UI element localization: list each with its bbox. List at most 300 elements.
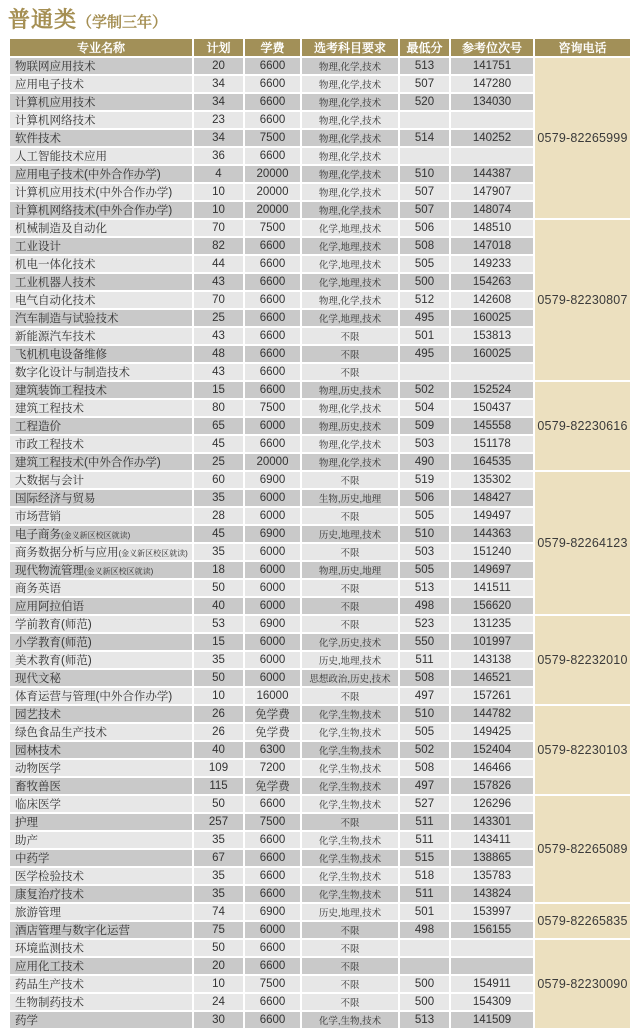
rank-cell: 145558 — [451, 418, 533, 434]
major-name: 软件技术 — [15, 133, 61, 145]
subjects-cell: 历史,地理,技术 — [302, 904, 398, 920]
major-name: 环境监测技术 — [15, 943, 84, 955]
min-score-cell — [400, 940, 449, 956]
plan-cell: 23 — [194, 112, 243, 128]
min-score-cell: 512 — [400, 292, 449, 308]
rank-cell: 144363 — [451, 526, 533, 542]
min-score-cell: 508 — [400, 238, 449, 254]
plan-cell: 67 — [194, 850, 243, 866]
fee-cell: 7500 — [245, 220, 300, 236]
min-score-cell: 503 — [400, 436, 449, 452]
rank-cell: 164535 — [451, 454, 533, 470]
plan-cell: 18 — [194, 562, 243, 578]
fee-cell: 6600 — [245, 76, 300, 92]
rank-cell: 160025 — [451, 310, 533, 326]
plan-cell: 45 — [194, 526, 243, 542]
plan-cell: 43 — [194, 364, 243, 380]
major-name-cell — [10, 724, 192, 740]
plan-cell: 35 — [194, 868, 243, 884]
subjects-cell: 不限 — [302, 472, 398, 488]
plan-cell: 25 — [194, 454, 243, 470]
major-name-cell — [10, 292, 192, 308]
rank-cell: 154911 — [451, 976, 533, 992]
subjects-cell: 生物,历史,地理 — [302, 490, 398, 506]
min-score-cell: 510 — [400, 706, 449, 722]
major-name-cell — [10, 328, 192, 344]
major-name-cell — [10, 652, 192, 668]
major-name-cell — [10, 220, 192, 236]
fee-cell: 6300 — [245, 742, 300, 758]
rank-cell: 101997 — [451, 634, 533, 650]
rank-cell: 135302 — [451, 472, 533, 488]
fee-cell: 免学费 — [245, 724, 300, 740]
subjects-cell: 化学,历史,技术 — [302, 634, 398, 650]
table-row — [10, 58, 630, 74]
rank-cell: 144782 — [451, 706, 533, 722]
subjects-cell: 化学,生物,技术 — [302, 706, 398, 722]
rank-cell — [451, 364, 533, 380]
min-score-cell: 518 — [400, 868, 449, 884]
min-score-cell: 495 — [400, 310, 449, 326]
major-name-cell — [10, 472, 192, 488]
major-name-cell — [10, 796, 192, 812]
major-name-note: (金义新区校区就读) — [84, 567, 154, 576]
subjects-cell: 化学,地理,技术 — [302, 220, 398, 236]
fee-cell: 6600 — [245, 886, 300, 902]
major-name-cell — [10, 58, 192, 74]
plan-cell: 15 — [194, 634, 243, 650]
min-score-cell: 501 — [400, 328, 449, 344]
rank-cell: 149497 — [451, 508, 533, 524]
fee-cell: 6600 — [245, 238, 300, 254]
plan-cell: 40 — [194, 598, 243, 614]
phone-cell: 0579-82265999 — [535, 58, 630, 218]
major-name-cell — [10, 148, 192, 164]
major-name: 建筑工程技术 — [15, 403, 84, 415]
subjects-cell: 物理,化学,技术 — [302, 130, 398, 146]
plan-cell: 10 — [194, 202, 243, 218]
phone-cell: 0579-82264123 — [535, 472, 630, 614]
table-row — [10, 706, 630, 722]
subjects-cell: 不限 — [302, 328, 398, 344]
fee-cell: 6600 — [245, 328, 300, 344]
plan-cell: 115 — [194, 778, 243, 794]
plan-cell: 50 — [194, 580, 243, 596]
major-name-cell — [10, 94, 192, 110]
rank-cell: 154309 — [451, 994, 533, 1010]
subjects-cell: 不限 — [302, 508, 398, 524]
rank-cell: 143824 — [451, 886, 533, 902]
rank-cell: 141509 — [451, 1012, 533, 1028]
major-name-cell — [10, 1012, 192, 1028]
subjects-cell: 物理,化学,技术 — [302, 202, 398, 218]
major-name-cell — [10, 616, 192, 632]
plan-cell: 30 — [194, 1012, 243, 1028]
subjects-cell: 不限 — [302, 688, 398, 704]
major-name-cell — [10, 112, 192, 128]
fee-cell: 6000 — [245, 580, 300, 596]
plan-cell: 53 — [194, 616, 243, 632]
fee-cell: 6600 — [245, 958, 300, 974]
phone-cell: 0579-82265089 — [535, 796, 630, 902]
fee-cell: 6600 — [245, 832, 300, 848]
plan-cell: 43 — [194, 274, 243, 290]
plan-cell: 43 — [194, 328, 243, 344]
major-name-cell — [10, 238, 192, 254]
fee-cell: 7500 — [245, 814, 300, 830]
plan-cell: 35 — [194, 652, 243, 668]
major-name: 物联网应用技术 — [15, 61, 96, 73]
table-row — [10, 616, 630, 632]
major-name: 商务数据分析与应用 — [15, 547, 119, 559]
subjects-cell: 不限 — [302, 958, 398, 974]
plan-cell: 82 — [194, 238, 243, 254]
page-title-main: 普通类 — [8, 7, 78, 32]
major-name: 新能源汽车技术 — [15, 331, 96, 343]
plan-cell: 20 — [194, 58, 243, 74]
subjects-cell: 化学,生物,技术 — [302, 886, 398, 902]
subjects-cell: 物理,历史,地理 — [302, 562, 398, 578]
min-score-cell: 490 — [400, 454, 449, 470]
fee-cell: 6600 — [245, 1012, 300, 1028]
plan-cell: 80 — [194, 400, 243, 416]
min-score-cell — [400, 364, 449, 380]
fee-cell: 6000 — [245, 418, 300, 434]
subjects-cell: 物理,历史,技术 — [302, 382, 398, 398]
rank-cell: 151240 — [451, 544, 533, 560]
fee-cell: 6600 — [245, 364, 300, 380]
plan-cell: 35 — [194, 490, 243, 506]
min-score-cell: 505 — [400, 562, 449, 578]
rank-cell: 143411 — [451, 832, 533, 848]
subjects-cell: 物理,化学,技术 — [302, 184, 398, 200]
min-score-cell: 523 — [400, 616, 449, 632]
fee-cell: 6600 — [245, 94, 300, 110]
plan-cell: 65 — [194, 418, 243, 434]
fee-cell: 6000 — [245, 490, 300, 506]
plan-cell: 28 — [194, 508, 243, 524]
min-score-cell: 513 — [400, 1012, 449, 1028]
plan-cell: 50 — [194, 940, 243, 956]
major-name-note: (金义新区校区就读) — [61, 531, 131, 540]
major-name: 计算机应用技术 — [15, 97, 96, 109]
rank-cell: 154263 — [451, 274, 533, 290]
rank-cell: 153997 — [451, 904, 533, 920]
rank-cell: 150437 — [451, 400, 533, 416]
min-score-cell: 505 — [400, 508, 449, 524]
rank-cell: 148074 — [451, 202, 533, 218]
min-score-cell: 505 — [400, 256, 449, 272]
phone-cell: 0579-82230090 — [535, 940, 630, 1028]
subjects-cell: 不限 — [302, 598, 398, 614]
fee-cell: 6000 — [245, 670, 300, 686]
rank-cell: 147907 — [451, 184, 533, 200]
major-name-cell — [10, 904, 192, 920]
plan-cell: 36 — [194, 148, 243, 164]
fee-cell: 6900 — [245, 904, 300, 920]
major-name: 工业设计 — [15, 241, 61, 253]
rank-cell: 149233 — [451, 256, 533, 272]
subjects-cell: 化学,地理,技术 — [302, 310, 398, 326]
rank-cell: 153813 — [451, 328, 533, 344]
major-name-cell — [10, 310, 192, 326]
fee-cell: 6600 — [245, 346, 300, 362]
major-name-cell — [10, 814, 192, 830]
major-name-cell — [10, 166, 192, 182]
min-score-cell: 505 — [400, 724, 449, 740]
min-score-cell: 510 — [400, 526, 449, 542]
major-name-cell — [10, 364, 192, 380]
rank-cell: 148427 — [451, 490, 533, 506]
major-name: 药品生产技术 — [15, 979, 84, 991]
col-header-rank: 参考位次号 — [451, 39, 533, 56]
subjects-cell: 物理,化学,技术 — [302, 58, 398, 74]
phone-cell: 0579-82232010 — [535, 616, 630, 704]
min-score-cell: 507 — [400, 184, 449, 200]
major-name: 计算机应用技术(中外合作办学) — [15, 187, 173, 199]
fee-cell: 6600 — [245, 850, 300, 866]
major-name: 畜牧兽医 — [15, 781, 61, 793]
plan-cell: 25 — [194, 310, 243, 326]
min-score-cell: 509 — [400, 418, 449, 434]
min-score-cell: 511 — [400, 886, 449, 902]
major-name: 飞机机电设备维修 — [15, 349, 107, 361]
subjects-cell: 不限 — [302, 814, 398, 830]
major-name: 应用化工技术 — [15, 961, 84, 973]
fee-cell: 6600 — [245, 256, 300, 272]
subjects-cell: 化学,地理,技术 — [302, 274, 398, 290]
major-name-cell — [10, 706, 192, 722]
min-score-cell: 520 — [400, 94, 449, 110]
min-score-cell: 519 — [400, 472, 449, 488]
plan-cell: 50 — [194, 670, 243, 686]
major-name: 助产 — [15, 835, 38, 847]
major-name-cell — [10, 742, 192, 758]
major-name: 国际经济与贸易 — [15, 493, 96, 505]
subjects-cell: 历史,地理,技术 — [302, 526, 398, 542]
subjects-cell: 不限 — [302, 940, 398, 956]
rank-cell: 148510 — [451, 220, 533, 236]
min-score-cell: 511 — [400, 814, 449, 830]
major-name-cell — [10, 940, 192, 956]
plan-cell: 48 — [194, 346, 243, 362]
min-score-cell: 550 — [400, 634, 449, 650]
min-score-cell — [400, 958, 449, 974]
plan-cell: 45 — [194, 436, 243, 452]
subjects-cell: 化学,生物,技术 — [302, 760, 398, 776]
major-name-cell — [10, 958, 192, 974]
major-name: 现代文秘 — [15, 673, 61, 685]
min-score-cell: 507 — [400, 76, 449, 92]
min-score-cell: 502 — [400, 382, 449, 398]
min-score-cell: 508 — [400, 760, 449, 776]
rank-cell: 144387 — [451, 166, 533, 182]
major-name: 学前教育(师范) — [15, 619, 92, 631]
min-score-cell: 506 — [400, 490, 449, 506]
major-name: 护理 — [15, 817, 38, 829]
fee-cell: 20000 — [245, 166, 300, 182]
fee-cell: 6600 — [245, 148, 300, 164]
subjects-cell: 化学,生物,技术 — [302, 724, 398, 740]
plan-cell: 10 — [194, 976, 243, 992]
subjects-cell: 物理,化学,技术 — [302, 454, 398, 470]
fee-cell: 6600 — [245, 58, 300, 74]
major-name-cell — [10, 580, 192, 596]
major-name: 机械制造及自动化 — [15, 223, 107, 235]
table-row — [10, 220, 630, 236]
min-score-cell: 508 — [400, 670, 449, 686]
rank-cell: 134030 — [451, 94, 533, 110]
subjects-cell: 物理,历史,技术 — [302, 418, 398, 434]
plan-cell: 35 — [194, 832, 243, 848]
col-header-fee: 学费 — [245, 39, 300, 56]
plan-cell: 35 — [194, 544, 243, 560]
subjects-cell: 不限 — [302, 994, 398, 1010]
rank-cell: 156620 — [451, 598, 533, 614]
table-row — [10, 940, 630, 956]
min-score-cell: 502 — [400, 742, 449, 758]
major-name: 园艺技术 — [15, 709, 61, 721]
page-title-sub: （学制三年） — [77, 14, 168, 31]
min-score-cell: 506 — [400, 220, 449, 236]
fee-cell: 6000 — [245, 922, 300, 938]
rank-cell — [451, 958, 533, 974]
subjects-cell: 化学,生物,技术 — [302, 778, 398, 794]
plan-cell: 60 — [194, 472, 243, 488]
subjects-cell: 化学,地理,技术 — [302, 256, 398, 272]
plan-cell: 4 — [194, 166, 243, 182]
col-header-min-score: 最低分 — [400, 39, 449, 56]
min-score-cell: 527 — [400, 796, 449, 812]
major-name-cell — [10, 688, 192, 704]
major-name-cell — [10, 994, 192, 1010]
major-name-cell — [10, 850, 192, 866]
subjects-cell: 物理,化学,技术 — [302, 112, 398, 128]
fee-cell: 6600 — [245, 994, 300, 1010]
min-score-cell: 510 — [400, 166, 449, 182]
fee-cell: 免学费 — [245, 706, 300, 722]
major-name: 临床医学 — [15, 799, 61, 811]
table-header — [10, 39, 630, 56]
rank-cell: 152524 — [451, 382, 533, 398]
fee-cell: 6900 — [245, 472, 300, 488]
min-score-cell: 514 — [400, 130, 449, 146]
min-score-cell: 497 — [400, 778, 449, 794]
rank-cell: 157261 — [451, 688, 533, 704]
subjects-cell: 化学,生物,技术 — [302, 868, 398, 884]
fee-cell: 6000 — [245, 634, 300, 650]
major-name-cell — [10, 634, 192, 650]
major-name: 汽车制造与试验技术 — [15, 313, 119, 325]
fee-cell: 6600 — [245, 796, 300, 812]
major-name: 旅游管理 — [15, 907, 61, 919]
major-name-cell — [10, 670, 192, 686]
subjects-cell: 不限 — [302, 544, 398, 560]
fee-cell: 6000 — [245, 598, 300, 614]
subjects-cell: 不限 — [302, 616, 398, 632]
major-name: 现代物流管理 — [15, 565, 84, 577]
fee-cell: 6600 — [245, 868, 300, 884]
major-name: 大数据与会计 — [15, 475, 84, 487]
subjects-cell: 化学,生物,技术 — [302, 832, 398, 848]
major-name-cell — [10, 526, 192, 542]
subjects-cell: 不限 — [302, 976, 398, 992]
major-name-cell — [10, 922, 192, 938]
rank-cell: 157826 — [451, 778, 533, 794]
min-score-cell: 511 — [400, 832, 449, 848]
subjects-cell: 物理,化学,技术 — [302, 94, 398, 110]
major-name: 数字化设计与制造技术 — [15, 367, 130, 379]
plan-cell: 26 — [194, 706, 243, 722]
major-name: 电子商务 — [15, 529, 61, 541]
min-score-cell: 497 — [400, 688, 449, 704]
min-score-cell — [400, 112, 449, 128]
major-name-cell — [10, 274, 192, 290]
plan-cell: 20 — [194, 958, 243, 974]
major-name: 计算机网络技术(中外合作办学) — [15, 205, 173, 217]
major-name: 绿色食品生产技术 — [15, 727, 107, 739]
plan-cell: 34 — [194, 94, 243, 110]
major-name: 应用阿拉伯语 — [15, 601, 84, 613]
fee-cell: 6000 — [245, 544, 300, 560]
subjects-cell: 化学,生物,技术 — [302, 1012, 398, 1028]
table-row — [10, 904, 630, 920]
rank-cell: 149697 — [451, 562, 533, 578]
major-name-cell — [10, 436, 192, 452]
rank-cell: 141511 — [451, 580, 533, 596]
major-name: 市政工程技术 — [15, 439, 84, 451]
major-name: 电气自动化技术 — [15, 295, 96, 307]
admissions-table — [8, 37, 632, 1030]
rank-cell — [451, 940, 533, 956]
min-score-cell: 513 — [400, 58, 449, 74]
fee-cell: 6600 — [245, 310, 300, 326]
major-name-cell — [10, 202, 192, 218]
col-header-major-name: 专业名称 — [10, 39, 192, 56]
major-name: 生物制药技术 — [15, 997, 84, 1009]
subjects-cell: 化学,生物,技术 — [302, 742, 398, 758]
phone-cell: 0579-82230103 — [535, 706, 630, 794]
fee-cell: 6000 — [245, 562, 300, 578]
min-score-cell: 507 — [400, 202, 449, 218]
major-name: 动物医学 — [15, 763, 61, 775]
plan-cell: 24 — [194, 994, 243, 1010]
rank-cell: 146521 — [451, 670, 533, 686]
plan-cell: 26 — [194, 724, 243, 740]
major-name: 美术教育(师范) — [15, 655, 92, 667]
min-score-cell — [400, 148, 449, 164]
major-name: 市场营销 — [15, 511, 61, 523]
rank-cell: 147280 — [451, 76, 533, 92]
major-name-cell — [10, 76, 192, 92]
phone-cell: 0579-82230807 — [535, 220, 630, 380]
table-body — [10, 58, 630, 1028]
major-name: 医学检验技术 — [15, 871, 84, 883]
rank-cell: 141751 — [451, 58, 533, 74]
plan-cell: 44 — [194, 256, 243, 272]
rank-cell: 147018 — [451, 238, 533, 254]
fee-cell: 7500 — [245, 130, 300, 146]
plan-cell: 50 — [194, 796, 243, 812]
subjects-cell: 物理,化学,技术 — [302, 166, 398, 182]
min-score-cell: 500 — [400, 976, 449, 992]
major-name-cell — [10, 760, 192, 776]
subjects-cell: 物理,化学,技术 — [302, 400, 398, 416]
col-header-phone: 咨询电话 — [535, 39, 630, 56]
rank-cell: 126296 — [451, 796, 533, 812]
rank-cell: 131235 — [451, 616, 533, 632]
min-score-cell: 495 — [400, 346, 449, 362]
